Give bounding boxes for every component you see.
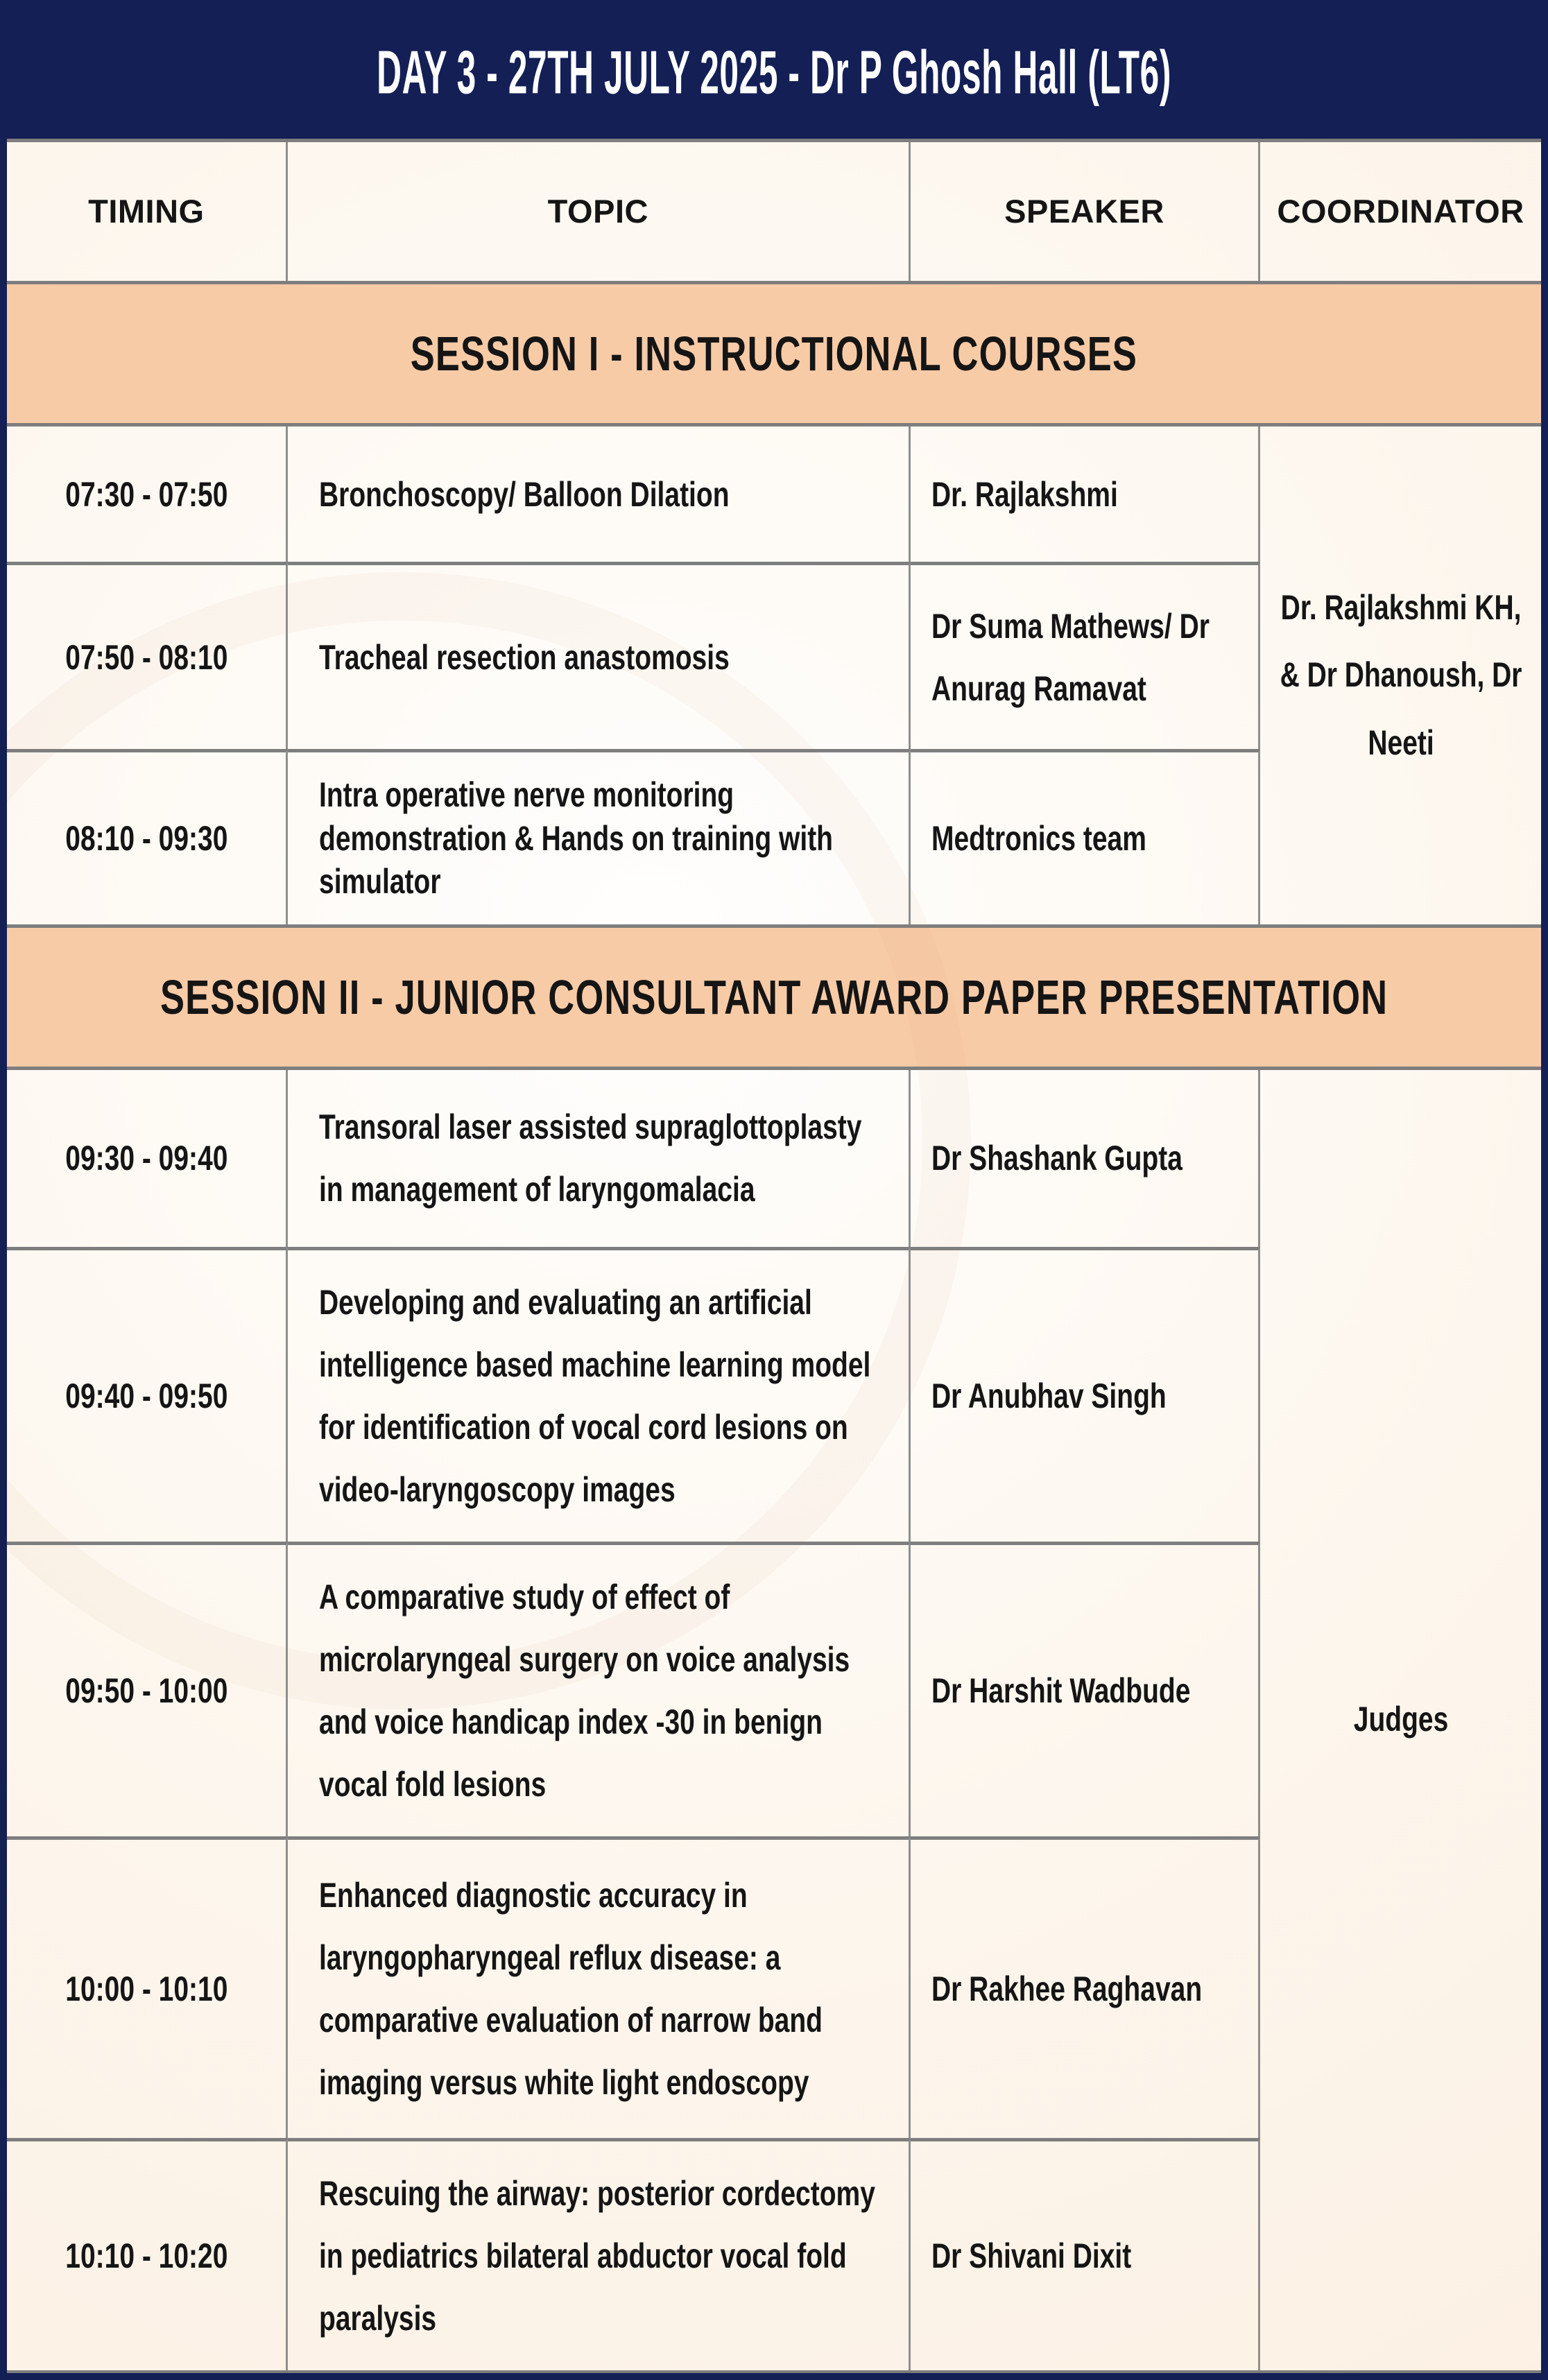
speaker-cell	[911, 562, 1260, 749]
timing-cell	[7, 426, 288, 562]
timing-cell	[7, 1542, 288, 1836]
column-header-label: TOPIC	[547, 192, 648, 230]
schedule-table	[7, 139, 1541, 2373]
topic-value: Intra operative nerve monitoring demonstration & Hands on training with simulator	[318, 775, 833, 901]
speaker-cell	[911, 1836, 1260, 2138]
timing-value: 10:00 - 10:10	[64, 1969, 227, 2008]
timing-value: 09:40 - 09:50	[64, 1376, 227, 1415]
coordinator-cell	[1260, 426, 1541, 924]
topic-value: Tracheal resection anastomosis	[318, 637, 730, 677]
column-header-speaker	[911, 142, 1260, 281]
timing-cell	[7, 562, 288, 749]
column-header-coordinator	[1260, 142, 1541, 281]
topic-cell	[288, 2138, 911, 2370]
timing-cell	[7, 1247, 288, 1542]
column-header-label: COORDINATOR	[1277, 192, 1524, 230]
speaker-cell	[911, 1070, 1260, 1247]
session-2-header-band	[7, 924, 1541, 1070]
speaker-cell	[911, 1542, 1260, 1836]
timing-cell	[7, 2138, 288, 2370]
session-1-rows	[7, 426, 1541, 924]
column-header-topic	[288, 142, 911, 281]
topic-value: Rescuing the airway: posterior cordectomy in pediatrics bilateral abductor vocal fold paralysis	[318, 2173, 875, 2338]
column-header-label: TIMING	[88, 192, 205, 230]
speaker-value: Dr Rakhee Raghavan	[931, 1969, 1203, 2008]
speaker-value: Medtronics team	[931, 818, 1146, 858]
timing-value: 09:30 - 09:40	[64, 1139, 227, 1178]
timing-cell	[7, 749, 288, 924]
speaker-cell	[911, 749, 1260, 924]
page-title: DAY 3 - 27TH JULY 2025 - Dr P Ghosh Hall (LT6)	[377, 38, 1171, 107]
speaker-value: Dr Harshit Wadbude	[931, 1671, 1191, 1710]
timing-cell	[7, 1070, 288, 1247]
timing-value: 07:30 - 07:50	[64, 474, 227, 514]
topic-value: Transoral laser assisted supraglottoplasty in management of laryngomalacia	[318, 1107, 862, 1209]
speaker-cell	[911, 2138, 1260, 2370]
topic-value: Bronchoscopy/ Balloon Dilation	[318, 474, 730, 514]
topic-cell	[288, 749, 911, 924]
speaker-value: Dr. Rajlakshmi	[931, 474, 1118, 514]
topic-value: A comparative study of effect of microlaryngeal surgery on voice analysis and voice handicap index -30 in benign vocal fold lesions	[318, 1577, 850, 1804]
speaker-value: Dr Anubhav Singh	[931, 1376, 1167, 1415]
speaker-value: Dr Shashank Gupta	[931, 1139, 1182, 1178]
speaker-value: Dr Shivani Dixit	[931, 2236, 1132, 2275]
topic-value: Developing and evaluating an artificial intelligence based machine learning model for identification of vocal cord lesions on video-laryngoscopy images	[318, 1282, 871, 1509]
topic-value: Enhanced diagnostic accuracy in laryngopharyngeal reflux disease: a comparative evaluation of narrow band imaging versus white light endoscopy	[318, 1875, 823, 2102]
topic-cell	[288, 562, 911, 749]
coordinator-cell	[1260, 1070, 1541, 2370]
speaker-cell	[911, 426, 1260, 562]
session-1-header-band	[7, 281, 1541, 426]
speaker-cell	[911, 1247, 1260, 1542]
topic-cell	[288, 426, 911, 562]
column-header-row	[7, 142, 1541, 281]
coordinator-value: Judges	[1353, 1700, 1448, 1739]
timing-value: 09:50 - 10:00	[64, 1671, 227, 1710]
session-2-title: SESSION II - JUNIOR CONSULTANT AWARD PAPER PRESENTATION	[160, 969, 1388, 1024]
title-band	[7, 7, 1541, 139]
column-header-label: SPEAKER	[1004, 192, 1164, 230]
column-header-timing	[7, 142, 288, 281]
session-1-title: SESSION I - INSTRUCTIONAL COURSES	[410, 327, 1138, 381]
topic-cell	[288, 1542, 911, 1836]
timing-value: 08:10 - 09:30	[64, 818, 227, 858]
topic-cell	[288, 1836, 911, 2138]
topic-cell	[288, 1070, 911, 1247]
session-2-rows	[7, 1070, 1541, 2370]
timing-value: 10:10 - 10:20	[64, 2236, 227, 2275]
topic-cell	[288, 1247, 911, 1542]
speaker-value: Dr Suma Mathews/ Dr Anurag Ramavat	[931, 606, 1210, 708]
timing-cell	[7, 1836, 288, 2138]
timing-value: 07:50 - 08:10	[64, 637, 227, 677]
coordinator-value: Dr. Rajlakshmi KH, & Dr Dhanoush, Dr Neeti	[1280, 587, 1522, 762]
